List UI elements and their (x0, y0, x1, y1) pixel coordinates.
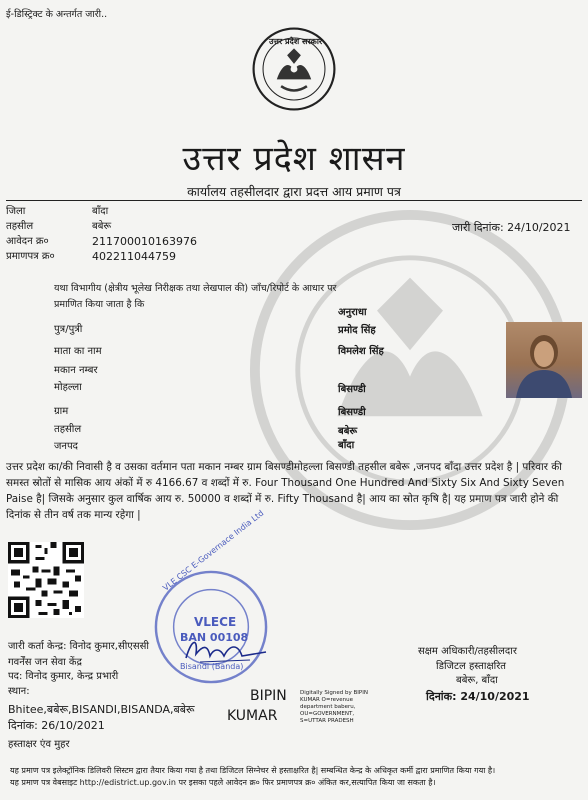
mohalla-value: बिसण्डी (338, 384, 366, 395)
digi-line-4: OU=GOVERNMENT, (300, 711, 355, 717)
issuer-sign-label: हस्ताक्षर एंव मुहर (8, 739, 70, 750)
tehsil-value: बबेरू (92, 221, 112, 232)
divider (6, 200, 582, 201)
footer-line-2: यह प्रमाण पत्र वेबसाइट http://edistrict.up.gov.in पर इसका पहले आवेदन क्र० फिर प्रमाणपत्र क्र० अंकित कर,सत्यापित किया जा सकता है। (10, 778, 436, 787)
district-value: बाँदा (92, 206, 109, 217)
janpad-label: जनपद (54, 441, 78, 452)
certificate-paragraph: उत्तर प्रदेश का/की निवासी है व उसका वर्तमान पता मकान नम्बर ग्राम बिसण्डीमोहल्ला बिसण्डी तहसील बबेरू ,जनपद बाँदा उत्तर प्रदेश है | परिवार की समस्त स्रोतों से मासिक आय अंकों में रु 4166.67 व शब्दों में रु. Four Thousand One Hundred And Sixty Six And Sixty Seven Paise है| जिसके अनुसार कुल वार्षिक आय रु. 50000 व शब्दों में रु. Fifty Thousand है| आय का स्रोत कृषि है| यह प्रमाण पत्र जारी होने की दिनांक से तीन वर्ष तक मान्य रहेगा | (6, 461, 565, 521)
top-note: ई-डिस्ट्रिक्ट के अन्तर्गत जारी.. (6, 9, 108, 20)
father-value: प्रमोद सिंह (338, 325, 376, 336)
issuer-line-3: पद: विनोद कुमार, केन्द्र प्रभारी (8, 671, 119, 682)
authority-date: दिनांक: 24/10/2021 (426, 690, 530, 703)
footer-line-1: यह प्रमाण पत्र इलेक्ट्रॉनिक डिलिवरी सिस्टम द्वारा तैयार किया गया है तथा डिजिटल सिग्नेचर से हस्ताक्षरित है| सम्बन्धित केन्द्र के अधिकृत कर्मी द्वारा प्रमाणित किया गया है। (10, 766, 496, 775)
issuer-line-2: गवर्नेंस जन सेवा केंद्र (8, 657, 82, 668)
application-label: आवेदन क्र० (6, 236, 49, 247)
mother-value: विमलेश सिंह (338, 346, 384, 357)
signer-name-1: BIPIN (250, 688, 287, 704)
village-value: बिसण्डी (338, 407, 366, 418)
district-label: जिला (6, 206, 26, 217)
digi-line-3: department baberu, (300, 704, 356, 710)
digital-signature-details (300, 690, 368, 725)
intro-line-1: यथा विभागीय (क्षेत्रीय भूलेख निरीक्षक तथा लेखपाल की) जाँच/रिपोर्ट के आधार पर (54, 283, 337, 294)
signer-name-2: KUMAR (227, 708, 278, 724)
mother-label: माता का नाम (54, 346, 102, 357)
handwritten-signature-icon (180, 634, 270, 668)
issuer-line-5: Bhitee,बबेरू,BISANDI,BISANDA,बबेरू (8, 703, 195, 716)
father-label: पुत्र/पुत्री (54, 324, 83, 335)
application-value: 211700010163976 (92, 235, 197, 248)
certificate-value: 402211044759 (92, 250, 176, 263)
document-title: उत्तर प्रदेश शासन (182, 139, 406, 179)
issuer-line-4: स्थान: (8, 686, 30, 697)
stamp-line-1: VLECE (194, 615, 237, 629)
digi-line-5: S=UTTAR PRADESH (300, 718, 354, 724)
digi-line-1: Digitally Signed by BIPIN (300, 690, 368, 696)
tehsil-label: तहसील (6, 221, 34, 232)
issuer-line-1: जारी कर्ता केन्द्र: विनोद कुमार,सीएससी (8, 641, 149, 652)
stamp-ring-text: VLE CSC E-Governace India Ltd (161, 508, 266, 593)
tehsil-detail-value: बबेरू (338, 426, 358, 437)
authority-line-2: डिजिटल हस्ताक्षरित (436, 661, 506, 672)
document-subtitle: कार्यालय तहसीलदार द्वारा प्रदत्त आय प्रमाण पत्र (187, 184, 401, 199)
qr-code-icon[interactable] (8, 542, 84, 618)
authority-line-1: सक्षम अधिकारी/तहसीलदार (418, 646, 517, 657)
authority-line-3: बबेरू, बाँदा (456, 675, 498, 686)
house-label: मकान नम्बर (54, 365, 98, 376)
intro-line-2: प्रमाणित किया जाता है कि (54, 299, 145, 310)
stamp-bottom-text: Bisandi (Banda) (180, 662, 244, 671)
emblem-text: उत्तर प्रदेश सरकार (269, 37, 323, 46)
mohalla-label: मोहल्ला (54, 382, 82, 393)
digi-line-2: KUMAR O=revenue (300, 697, 354, 703)
certificate-label: प्रमाणपत्र क्र० (6, 251, 55, 262)
janpad-value: बाँदा (338, 440, 355, 451)
issue-date: जारी दिनांक: 24/10/2021 (452, 221, 571, 234)
issuer-date: दिनांक: 26/10/2021 (8, 719, 105, 732)
village-label: ग्राम (54, 406, 69, 417)
applicant-photo (506, 322, 582, 398)
stamp-line-2: BAN 00108 (180, 631, 249, 644)
tehsil-detail-label: तहसील (54, 424, 82, 435)
applicant-name: अनुराधा (338, 307, 367, 318)
footer-note (10, 765, 578, 789)
